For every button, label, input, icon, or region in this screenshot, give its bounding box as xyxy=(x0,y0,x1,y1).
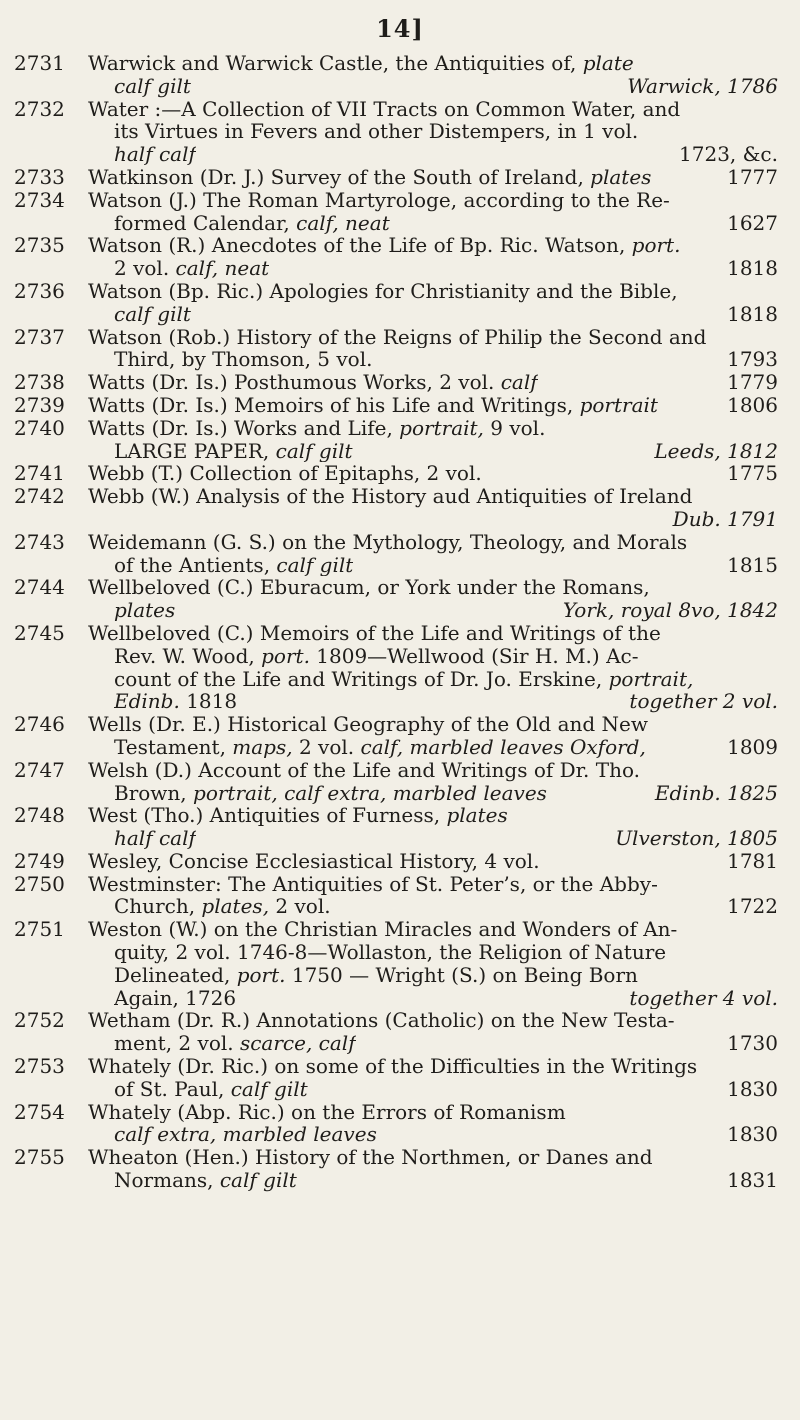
catalogue-entry xyxy=(0,622,800,713)
lot-number: 2737 xyxy=(14,324,65,349)
lot-number: 2739 xyxy=(14,392,65,417)
entry-line xyxy=(88,280,778,303)
entry-description xyxy=(88,531,778,577)
lot-number: 2750 xyxy=(14,871,65,896)
entry-line xyxy=(88,257,778,280)
lot-number: 2732 xyxy=(14,96,65,121)
entry-text xyxy=(114,120,638,143)
catalogue-entry xyxy=(0,166,800,189)
lot-number: 2752 xyxy=(14,1008,65,1033)
catalogue-entry xyxy=(0,918,800,1009)
entry-title-text: Weidemann (G. S.) on the Mythology, Theology, and Morals xyxy=(88,530,688,554)
entry-title-text: Watts (Dr. Is.) Works and Life, xyxy=(88,416,393,440)
entry-line xyxy=(88,987,778,1010)
entry-description xyxy=(88,371,778,394)
entry-description xyxy=(88,1055,778,1101)
entry-text xyxy=(114,1078,308,1101)
entry-text xyxy=(88,485,692,508)
imprint-date: Dub. 1791 xyxy=(672,507,778,531)
entry-text xyxy=(114,348,372,371)
entry-line xyxy=(88,212,778,235)
entry-line xyxy=(88,531,778,554)
entry-text xyxy=(88,166,651,189)
entry-line xyxy=(88,713,778,736)
entry-text xyxy=(88,326,706,349)
entry-title-text: Rev. W. Wood, xyxy=(114,644,255,668)
entry-line xyxy=(88,1101,778,1124)
entry-line xyxy=(88,622,778,645)
entry-text xyxy=(88,759,640,782)
entry-description xyxy=(88,576,778,622)
catalogue-entry xyxy=(0,759,800,805)
imprint-date: 1818 xyxy=(727,302,778,326)
entry-line xyxy=(88,52,778,75)
catalogue-entry xyxy=(0,576,800,622)
entry-title-text: Whately (Dr. Ric.) on some of the Difficulties in the Writings xyxy=(88,1055,698,1078)
binding-note: scarce, calf xyxy=(233,1032,356,1056)
binding-note: calf extra, marbled leaves xyxy=(114,1123,377,1147)
entry-title-text: LARGE PAPER, xyxy=(114,439,270,463)
entry-title-text: 2 vol. xyxy=(269,895,331,919)
entry-line xyxy=(88,303,778,326)
catalogue-entry xyxy=(0,189,800,235)
entry-line xyxy=(88,143,778,166)
entry-title-text: Webb (W.) Analysis of the History aud Antiquities of Ireland xyxy=(88,485,693,508)
entry-title-text: Watson (R.) Anecdotes of the Life of Bp. Ric. Watson, xyxy=(88,234,626,258)
entry-title-text: Warwick and Warwick Castle, the Antiquities of, xyxy=(88,52,577,75)
entry-description xyxy=(88,52,778,98)
lot-number: 2736 xyxy=(14,278,65,303)
entry-title-text: Watson (Bp. Ric.) Apologies for Christianity and the Bible, xyxy=(88,279,678,303)
page-number: 14] xyxy=(376,14,424,43)
entry-title-text: Delineated, xyxy=(114,963,231,987)
lot-number: 2745 xyxy=(14,620,65,645)
entry-line xyxy=(88,782,778,805)
entry-line xyxy=(88,668,778,691)
entry-title-text: 1750 — Wright (S.) on Being Born xyxy=(285,963,638,987)
entry-text xyxy=(114,782,547,805)
lot-number: 2738 xyxy=(14,370,65,395)
imprint-date: together 4 vol. xyxy=(629,986,778,1010)
entry-text xyxy=(114,1032,356,1055)
entry-title-text: Wellbeloved (C.) Eburacum, or York under the Romans, xyxy=(88,576,650,600)
imprint-date: Warwick, 1786 xyxy=(627,74,778,98)
entry-description xyxy=(88,394,778,417)
binding-note: plates xyxy=(114,599,176,622)
binding-note: calf gilt xyxy=(114,302,191,326)
entry-line xyxy=(88,873,778,896)
entry-text xyxy=(88,713,648,736)
lot-number: 2746 xyxy=(14,712,65,737)
imprint-date: York, royal 8vo, 1842 xyxy=(562,599,778,622)
entry-text xyxy=(88,576,650,599)
entry-line xyxy=(88,804,778,827)
imprint-date: 1815 xyxy=(727,553,778,577)
lot-number: 2742 xyxy=(14,484,65,509)
entry-title-text: 2 vol. xyxy=(114,257,170,280)
entry-title-text: Normans, xyxy=(114,1169,214,1192)
entry-line xyxy=(88,1055,778,1078)
entry-title-text: of the Antients, xyxy=(114,553,271,577)
entry-text xyxy=(114,690,237,713)
catalogue-entry xyxy=(0,98,800,166)
binding-note: portrait xyxy=(573,393,658,417)
entry-line xyxy=(88,690,778,713)
imprint-date: together 2 vol. xyxy=(629,690,778,714)
binding-note: plates xyxy=(583,165,652,189)
entry-line xyxy=(88,554,778,577)
catalogue-entry xyxy=(0,417,800,463)
entry-line xyxy=(88,75,778,98)
entry-line xyxy=(88,1146,778,1169)
imprint-date: Ulverston, 1805 xyxy=(615,827,778,850)
entry-text xyxy=(114,1169,297,1192)
imprint-date: 1806 xyxy=(727,393,778,417)
catalogue-entry xyxy=(0,713,800,759)
binding-note: calf gilt xyxy=(270,553,354,577)
entry-text xyxy=(114,964,638,987)
entry-title-text: ment, 2 vol. xyxy=(114,1032,234,1056)
binding-note: half calf xyxy=(114,827,196,850)
entry-description xyxy=(88,1101,778,1147)
catalogue-entry xyxy=(0,394,800,417)
entry-description xyxy=(88,189,778,235)
catalogue-entry xyxy=(0,1009,800,1055)
entry-line xyxy=(88,1009,778,1032)
entry-text xyxy=(88,804,508,827)
imprint-date: 1831 xyxy=(727,1169,778,1192)
entry-title-text: West (Tho.) Antiquities of Furness, xyxy=(88,804,441,828)
entry-title-text: 9 vol. xyxy=(483,416,546,440)
entry-text xyxy=(88,394,658,417)
entry-title-text: Wells (Dr. E.) Historical Geography of the Old and New xyxy=(88,713,648,736)
entry-title-text: Webb (T.) Collection of Epitaphs, 2 vol. xyxy=(88,462,482,486)
entry-line xyxy=(88,1078,778,1101)
lot-number: 2733 xyxy=(14,164,65,189)
entry-line xyxy=(88,599,778,622)
entry-line xyxy=(88,440,778,463)
binding-note: calf xyxy=(494,371,538,394)
entry-text xyxy=(88,1146,653,1169)
entry-line xyxy=(88,166,778,189)
entry-title-text: Water :—A Collection of VII Tracts on Common Water, and xyxy=(88,97,681,121)
catalogue-entry xyxy=(0,1146,800,1192)
entry-text xyxy=(114,212,390,235)
entry-title-text: Wesley, Concise Ecclesiastical History, 4 vol. xyxy=(88,849,540,873)
entry-text xyxy=(88,1009,675,1032)
imprint-date: 1723, &c. xyxy=(679,143,778,166)
entry-description xyxy=(88,873,778,919)
imprint-date: 1777 xyxy=(727,165,778,189)
catalogue-entry xyxy=(0,462,800,485)
entry-description xyxy=(88,850,778,873)
binding-note: portrait, xyxy=(392,416,484,440)
entry-title-text: Church, xyxy=(114,895,196,919)
imprint-date: 1781 xyxy=(727,849,778,873)
entry-line xyxy=(88,326,778,349)
entry-description xyxy=(88,98,778,166)
entry-title-text: Whately (Abp. Ric.) on the Errors of Romanism xyxy=(88,1100,566,1124)
binding-note: calf gilt xyxy=(269,439,353,463)
entry-line xyxy=(88,417,778,440)
entry-text xyxy=(114,895,331,918)
entry-description xyxy=(88,485,778,531)
entry-title-text: Westminster: The Antiquities of St. Peter’s, or the Abby- xyxy=(88,872,658,896)
imprint-date: Leeds, 1812 xyxy=(654,439,778,463)
entry-title-text: Watts (Dr. Is.) Posthumous Works, 2 vol. xyxy=(88,371,495,394)
entry-line xyxy=(88,508,778,531)
entry-line xyxy=(88,850,778,873)
entry-text xyxy=(88,189,670,212)
lot-number: 2751 xyxy=(14,917,65,942)
entry-description xyxy=(88,759,778,805)
imprint-date: 1830 xyxy=(727,1123,778,1147)
entry-text xyxy=(114,143,196,166)
imprint-date: 1779 xyxy=(727,371,778,394)
entry-line xyxy=(88,941,778,964)
entry-line xyxy=(88,1032,778,1055)
lot-number: 2740 xyxy=(14,415,65,440)
entry-text xyxy=(88,1055,697,1078)
entry-text xyxy=(88,873,658,896)
entry-line xyxy=(88,485,778,508)
entry-description xyxy=(88,804,778,850)
binding-note: portrait, xyxy=(602,667,694,691)
entry-text xyxy=(114,257,269,280)
binding-note: calf, marbled leaves Oxford, xyxy=(354,735,646,759)
binding-note: calf, neat xyxy=(169,257,270,280)
imprint-date: 1775 xyxy=(727,462,778,486)
binding-note: port. xyxy=(625,234,681,258)
entry-text xyxy=(88,462,482,485)
entry-line xyxy=(88,1123,778,1146)
entry-title-text: 1809—Wellwood (Sir H. M.) Ac- xyxy=(309,644,639,668)
lot-number: 2754 xyxy=(14,1099,65,1124)
entry-title-text: Third, by Thomson, 5 vol. xyxy=(114,348,373,372)
entry-title-text: of St. Paul, xyxy=(114,1077,225,1101)
entry-title-text: Testament, xyxy=(114,735,226,759)
entry-text xyxy=(88,52,634,75)
binding-note: half calf xyxy=(114,143,196,166)
entry-text xyxy=(114,645,638,668)
catalogue-entry xyxy=(0,326,800,372)
entry-title-text: Wellbeloved (C.) Memoirs of the Life and Writings of the xyxy=(88,621,661,645)
entry-text xyxy=(114,75,191,98)
entry-line xyxy=(88,895,778,918)
entry-title-text: Watkinson (Dr. J.) Survey of the South of Ireland, xyxy=(88,165,584,189)
lot-number: 2744 xyxy=(14,575,65,600)
entry-line xyxy=(88,759,778,782)
imprint-date: 1722 xyxy=(727,895,778,919)
entry-description xyxy=(88,326,778,372)
entry-line xyxy=(88,98,778,121)
lot-number: 2743 xyxy=(14,529,65,554)
lot-number: 2747 xyxy=(14,757,65,782)
lot-number: 2748 xyxy=(14,803,65,828)
catalogue-entry xyxy=(0,280,800,326)
imprint-date: 1818 xyxy=(727,257,778,280)
entry-line xyxy=(88,645,778,668)
entry-line xyxy=(88,964,778,987)
entry-text xyxy=(114,827,196,850)
entry-title-text: 2 vol. xyxy=(292,735,355,759)
catalogue-entry xyxy=(0,804,800,850)
entry-line xyxy=(88,371,778,394)
entry-text xyxy=(88,918,677,941)
entry-title-text: quity, 2 vol. 1746-8—Wollaston, the Religion of Nature xyxy=(114,941,667,964)
entry-text xyxy=(114,736,646,759)
imprint-date: 1809 xyxy=(727,735,778,759)
entry-text xyxy=(114,554,353,577)
catalogue-entry xyxy=(0,531,800,577)
entry-title-text: Watts (Dr. Is.) Memoirs of his Life and Writings, xyxy=(88,393,574,417)
lot-number: 2734 xyxy=(14,187,65,212)
catalogue-entry xyxy=(0,1101,800,1147)
entry-title-text: formed Calendar, xyxy=(114,211,290,235)
entry-line xyxy=(88,189,778,212)
lot-number: 2735 xyxy=(14,233,65,258)
entry-line xyxy=(88,736,778,759)
entry-description xyxy=(88,1009,778,1055)
imprint-date: 1830 xyxy=(727,1077,778,1101)
entry-text xyxy=(114,941,666,964)
entry-line xyxy=(88,234,778,257)
binding-note: Edinb. xyxy=(114,690,180,714)
lot-number: 2731 xyxy=(14,51,65,75)
lot-number: 2755 xyxy=(14,1145,65,1170)
binding-note: port. xyxy=(230,963,286,987)
entry-text xyxy=(88,371,538,394)
entry-description xyxy=(88,462,778,485)
entry-text xyxy=(114,599,175,622)
binding-note: calf gilt xyxy=(114,74,191,98)
entry-description xyxy=(88,622,778,713)
entry-line xyxy=(88,918,778,941)
entry-line xyxy=(88,120,778,143)
entry-description xyxy=(88,417,778,463)
catalogue-entries xyxy=(0,52,800,1192)
binding-note: portrait, calf extra, marbled leaves xyxy=(186,781,547,805)
entry-text xyxy=(88,98,680,121)
entry-title-text: Again, 1726 xyxy=(114,986,237,1010)
entry-text xyxy=(88,280,678,303)
entry-text xyxy=(88,622,661,645)
binding-note: plates, xyxy=(195,895,270,919)
imprint-date: 1793 xyxy=(727,348,778,372)
entry-title-text: Brown, xyxy=(114,781,187,805)
entry-description xyxy=(88,1146,778,1192)
entry-title-text: 1818 xyxy=(179,690,238,714)
entry-text xyxy=(114,303,191,326)
entry-text xyxy=(88,531,687,554)
entry-title-text: count of the Life and Writings of Dr. Jo. Erskine, xyxy=(114,667,603,691)
binding-note: plate xyxy=(576,52,634,75)
catalogue-entry xyxy=(0,850,800,873)
entry-text xyxy=(114,1123,377,1146)
entry-text xyxy=(114,440,353,463)
entry-description xyxy=(88,280,778,326)
catalogue-entry xyxy=(0,234,800,280)
entry-title-text: Watson (J.) The Roman Martyrologe, according to the Re- xyxy=(88,188,670,212)
entry-description xyxy=(88,713,778,759)
imprint-date: Edinb. 1825 xyxy=(654,781,778,805)
entry-description xyxy=(88,918,778,1009)
entry-title-text: Welsh (D.) Account of the Life and Writings of Dr. Tho. xyxy=(88,758,641,782)
entry-text xyxy=(88,850,540,873)
entry-text xyxy=(114,668,693,691)
binding-note: calf gilt xyxy=(213,1169,297,1192)
catalogue-entry xyxy=(0,52,800,98)
entry-line xyxy=(88,462,778,485)
imprint-date: 1627 xyxy=(727,211,778,235)
entry-line xyxy=(88,348,778,371)
binding-note: calf, neat xyxy=(289,211,390,235)
entry-line xyxy=(88,576,778,599)
binding-note: calf gilt xyxy=(224,1077,308,1101)
entry-text xyxy=(114,987,236,1010)
catalogue-entry xyxy=(0,485,800,531)
entry-line xyxy=(88,827,778,850)
catalogue-entry xyxy=(0,1055,800,1101)
binding-note: port. xyxy=(254,644,310,668)
imprint-date: 1730 xyxy=(727,1032,778,1056)
entry-title-text: Watson (Rob.) History of the Reigns of Philip the Second and xyxy=(88,325,707,349)
lot-number: 2741 xyxy=(14,461,65,486)
entry-title-text: Wetham (Dr. R.) Annotations (Catholic) on the New Testa- xyxy=(88,1009,675,1033)
binding-note: maps, xyxy=(225,735,293,759)
catalogue-entry xyxy=(0,371,800,394)
entry-title-text: its Virtues in Fevers and other Distempers, in 1 vol. xyxy=(114,120,639,144)
entry-title-text: Wheaton (Hen.) History of the Northmen, or Danes and xyxy=(88,1146,653,1170)
entry-line xyxy=(88,394,778,417)
entry-description xyxy=(88,166,778,189)
entry-description xyxy=(88,234,778,280)
entry-text xyxy=(88,417,545,440)
entry-line xyxy=(88,1169,778,1192)
entry-text xyxy=(88,1101,566,1124)
lot-number: 2753 xyxy=(14,1054,65,1079)
catalogue-entry xyxy=(0,873,800,919)
lot-number: 2749 xyxy=(14,848,65,873)
entry-text xyxy=(88,234,680,257)
entry-title-text: Weston (W.) on the Christian Miracles and Wonders of An- xyxy=(88,918,678,942)
binding-note: plates xyxy=(440,804,508,828)
